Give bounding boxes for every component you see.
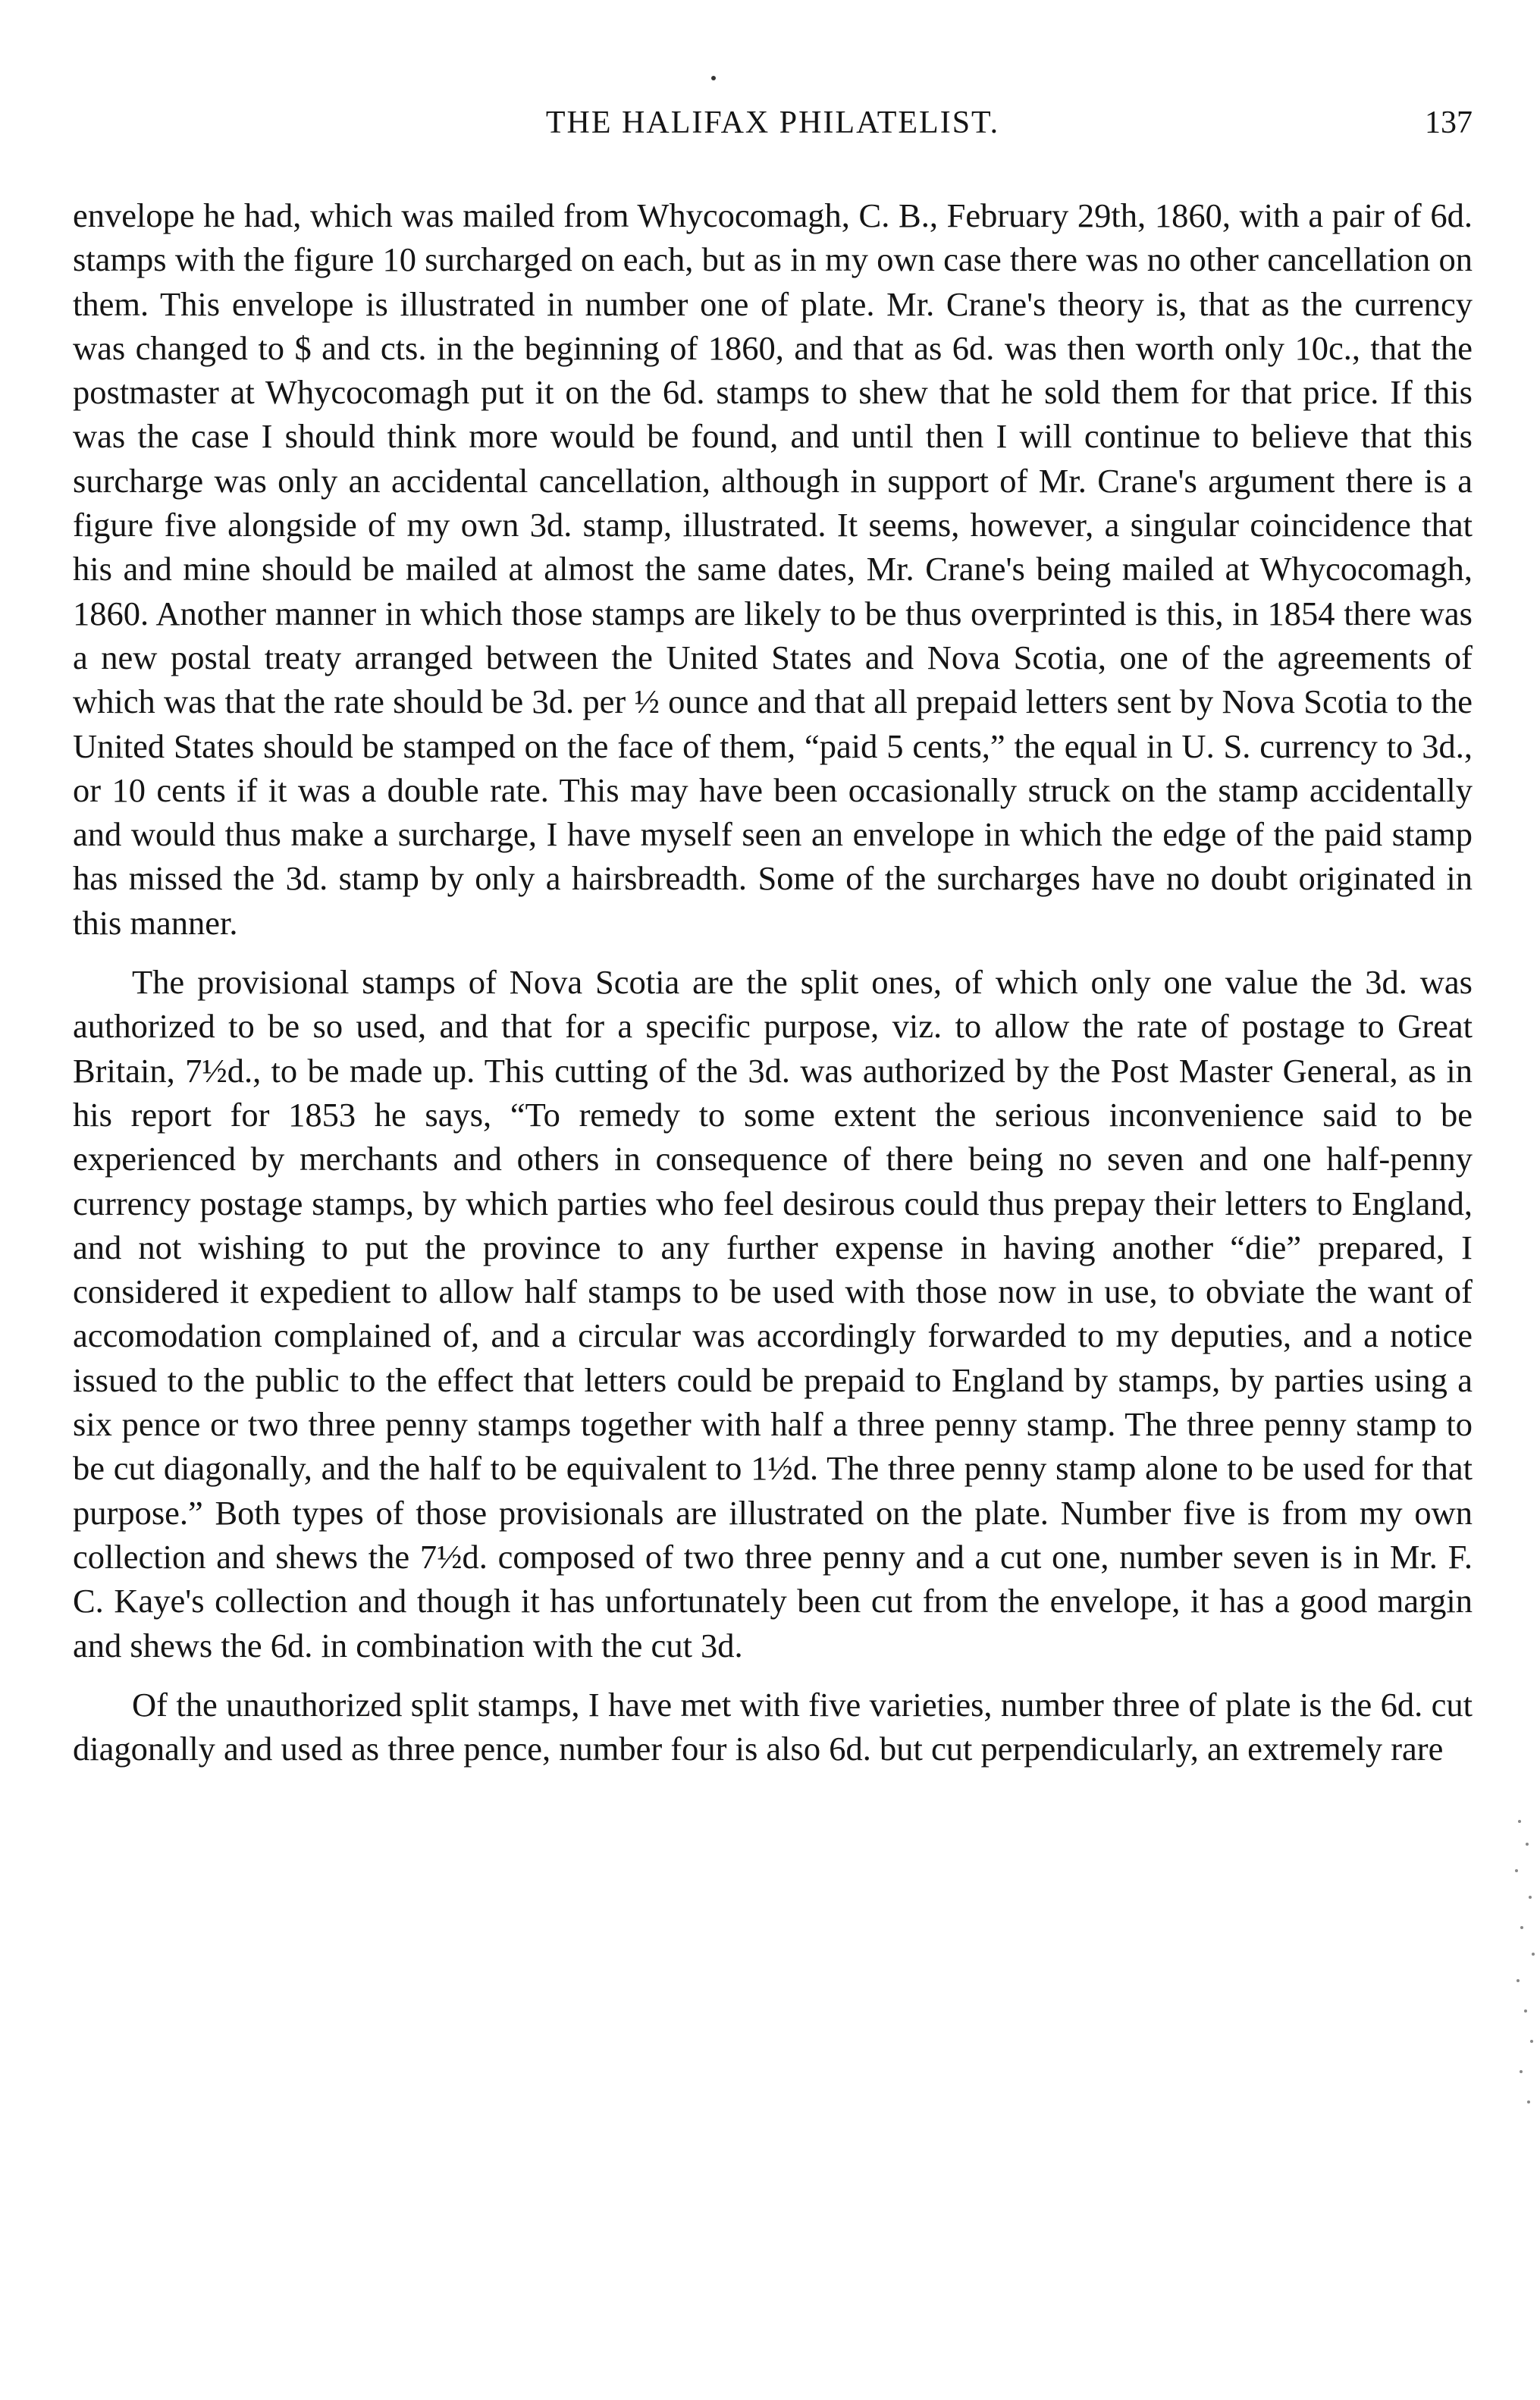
article-body — [73, 193, 1473, 1786]
margin-specks — [1509, 1812, 1539, 2131]
page-header — [73, 100, 1473, 146]
paragraph-2: The provisional stamps of Nova Scotia are the split ones, of which only one value the 3d. was authorized to be so used, and that for a specific purpose, viz. to allow the rate of postage to Great Britain, 7½d., to be made up. This cutting of the 3d. was authorized by the Post Master General, as in his report for 1853 he says, “To remedy to some extent the serious inconvenience said to be experienced by merchants and others in consequence of there being no seven and one half-penny currency postage stamps, by which parties who feel desirous could thus prepay their letters to England, and not wishing to put the province to any further expense in having another “die” prepared, I considered it expedient to allow half stamps to be used with those now in use, to obviate the want of accomodation complained of, and a circular was accordingly forwarded to my deputies, and a notice issued to the public to the effect that letters could be prepaid to England by stamps, by parties using a six pence or two three penny stamps together with half a three penny stamp. The three penny stamp to be cut diagonally, and the half to be equivalent to 1½d. The three penny stamp alone to be used for that purpose.” Both types of those provisionals are illustrated on the plate. Number five is from my own collection and shews the 7½d. composed of two three penny and a cut one, number seven is in Mr. F. C. Kaye's collection and though it has unfortunately been cut from the envelope, it has a good margin and shews the 6d. in combination with the cut 3d. — [73, 963, 1473, 1664]
paragraph-3: Of the unauthorized split stamps, I have met with five varieties, number three of plate is the 6d. cut diagonally and used as three pence, number four is also 6d. but cut perpendicularly, an extremely rare — [73, 1685, 1473, 1768]
page-number: 137 — [1425, 105, 1473, 140]
printer-dot — [711, 76, 716, 80]
paragraph-1: envelope he had, which was mailed from Whycocomagh, C. B., February 29th, 1860, with a pair of 6d. stamps with the figure 10 surcharged on each, but as in my own case there was no other cancellation on them. This envelope is illustrated in number one of plate. Mr. Crane's theory is, that as the currency was changed to $ and cts. in the beginning of 1860, and that as 6d. was then worth only 10c., that the postmaster at Whycocomagh put it on the 6d. stamps to shew that he sold them for that price. If this was the case I should think more would be found, and until then I will continue to believe that this surcharge was only an accidental cancellation, although in support of Mr. Crane's argument there is a figure five alongside of my own 3d. stamp, illustrated. It seems, however, a singular coincidence that his and mine should be mailed at almost the same dates, Mr. Crane's being mailed at Whycocomagh, 1860. Another manner in which those stamps are likely to be thus overprinted is this, in 1854 there was a new postal treaty arranged between the United States and Nova Scotia, one of the agreements of which was that the rate should be 3d. per ½ ounce and that all prepaid letters sent by Nova Scotia to the United States should be stamped on the face of them, “paid 5 cents,” the equal in U. S. currency to 3d., or 10 cents if it was a double rate. This may have been occasionally struck on the stamp accidentally and would thus make a surcharge, I have myself seen an envelope in which the edge of the paid stamp has missed the 3d. stamp by only a hairsbreadth. Some of the surcharges have no doubt originated in this manner. — [73, 196, 1473, 942]
running-title: THE HALIFAX PHILATELIST. — [545, 105, 1000, 140]
